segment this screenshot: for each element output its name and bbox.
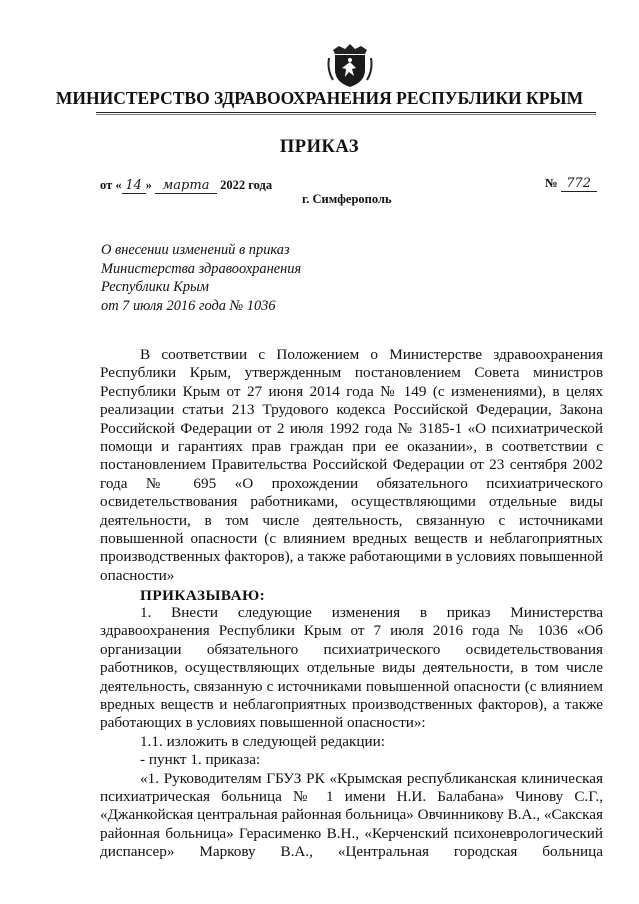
order-date (100, 178, 272, 194)
text-line: помощи и гарантиях прав граждан при ее оказании», в соответствии с (100, 437, 603, 455)
text-line: освидетельствования работниками, осуществляющими отдельные виды (100, 493, 603, 511)
text-line: 1. Внести следующие изменения в приказ Министерства (140, 604, 603, 621)
order-number (545, 176, 597, 192)
preamble-paragraph (100, 346, 603, 585)
text-line: - пункт 1. приказа: (140, 751, 261, 769)
text-line: «Джанкойская центральная районная больница» Овчинникову В.А., «Сакская (100, 806, 603, 824)
date-mid: » (145, 178, 152, 192)
text-line: вредных веществ и неблагоприятных производственных факторов), а также (100, 695, 603, 713)
text-line: психиатрическая больница № 1 имени Н.И. Балабана» Чинову С.Г., (100, 787, 603, 805)
text-line: повышенной опасности (с влиянием вредных веществ и неблагоприятных (100, 529, 603, 547)
order-subject (101, 241, 301, 315)
text-line: опасности» (100, 566, 175, 584)
text-line: деятельности, в том числе деятельность, связанную с источниками (100, 511, 603, 529)
text-line: года № 695 «О прохождении обязательного психиатрического (100, 474, 603, 492)
order-directive: ПРИКАЗЫВАЮ: (140, 587, 266, 604)
number-label: № (545, 176, 558, 190)
text-line: организации обязательного психиатрического освидетельствования (100, 640, 603, 658)
text-line: здравоохранения Республики Крым от 7 июля 2016 года № 1036 «Об (100, 622, 603, 640)
subject-line: Республики Крым (101, 279, 209, 295)
subject-line: О внесении изменений в приказ (101, 242, 290, 258)
text-line: постановлением Правительства Российской Федерации от 23 сентября 2002 (100, 456, 603, 474)
header-rule (96, 112, 596, 113)
text-line: реализации статьи 213 Трудового кодекса Российской Федерации, Закона (100, 401, 603, 419)
city: г. Симферополь (302, 192, 392, 206)
text-line: работников, осуществляющих отдельные виды деятельности, в том числе (100, 659, 603, 677)
text-line: 1.1. изложить в следующей редакции: (140, 732, 385, 750)
header-rule-thin (96, 114, 596, 115)
subject-line: от 7 июля 2016 года № 1036 (101, 297, 276, 314)
republic-of-crimea-emblem-icon (325, 40, 375, 90)
date-prefix: от « (100, 178, 122, 192)
text-line: Республики Крым от 27 июня 2014 года № 149 (с изменениями), в целях (100, 382, 603, 400)
text-line: производственных факторов), а также работающими в условиях повышенной (100, 548, 603, 566)
date-day: 14 (122, 178, 146, 194)
text-line: Российской Федерации от 2 июля 1992 года № 3185-1 «О психиатрической (100, 419, 603, 437)
ministry-header: МИНИСТЕРСТВО ЗДРАВООХРАНЕНИЯ РЕСПУБЛИКИ КРЫМ (55, 88, 584, 108)
order-body (100, 604, 603, 861)
date-month: марта (155, 178, 217, 194)
document-title: ПРИКАЗ (279, 137, 360, 157)
text-line: деятельность, связанную с источниками повышенной опасности (с влиянием (100, 677, 603, 695)
text-line: Республики Крым, утвержденным постановлением Совета министров (100, 364, 603, 382)
date-year: 2022 года (220, 178, 273, 192)
number-value: 772 (561, 176, 597, 192)
text-line: диспансер» Маркову В.А., «Центральная городская больница (100, 843, 603, 861)
text-line: В соответствии с Положением о Министерстве здравоохранения (140, 346, 603, 363)
text-line: «1. Руководителям ГБУЗ РК «Крымская республиканская клиническая (140, 769, 603, 787)
text-line: районная больница» Герасименко В.Н., «Керченский психоневрологический (100, 824, 603, 842)
subject-line: Министерства здравоохранения (101, 260, 302, 277)
text-line: работающих в условиях повышенной опасности»: (100, 714, 426, 732)
